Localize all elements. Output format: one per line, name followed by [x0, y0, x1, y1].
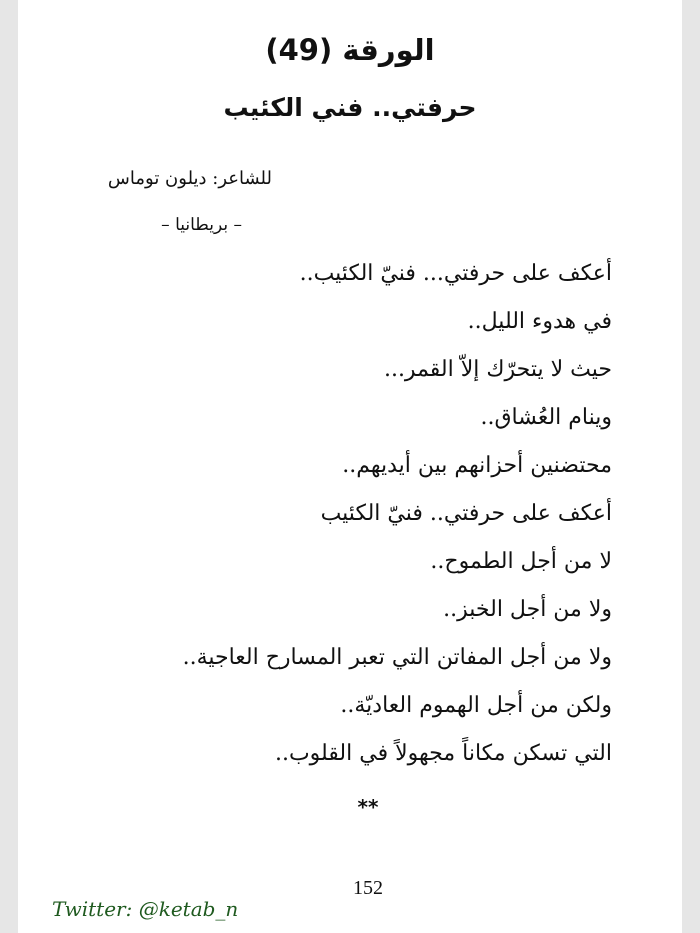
- poem-body: [72, 250, 612, 778]
- poem-line: أعكف على حرفتي... فنيّ الكئيب..: [299, 261, 612, 286]
- poem-line: أعكف على حرفتي.. فنيّ الكئيب: [320, 501, 612, 526]
- poem-line: حيث لا يتحرّك إلاّ القمر...: [383, 357, 612, 382]
- poet-name: للشاعر: ديلون توماس: [107, 168, 272, 189]
- poem-line: محتضنين أحزانهم بين أيديهم..: [342, 453, 612, 478]
- poem-line: ولا من أجل الخبز..: [443, 597, 612, 622]
- page-number: 152: [353, 877, 383, 899]
- twitter-watermark: Twitter: @ketab_n: [52, 897, 239, 921]
- poem-line: لا من أجل الطموح..: [430, 549, 612, 574]
- section-ornament: **: [357, 795, 379, 819]
- poem-line: ولا من أجل المفاتن التي تعبر المسارح العاجية..: [182, 645, 612, 670]
- poem-line: في هدوء الليل..: [467, 309, 612, 334]
- poet-country: – بريطانيا –: [161, 215, 242, 235]
- poem-line: التي تسكن مكاناً مجهولاً في القلوب..: [274, 741, 612, 766]
- poem-title: حرفتي.. فني الكئيب: [223, 93, 477, 122]
- poem-line: وينام العُشاق..: [480, 405, 612, 430]
- poem-line: ولكن من أجل الهموم العاديّة..: [340, 693, 612, 718]
- sheet-title: الورقة (49): [265, 33, 435, 67]
